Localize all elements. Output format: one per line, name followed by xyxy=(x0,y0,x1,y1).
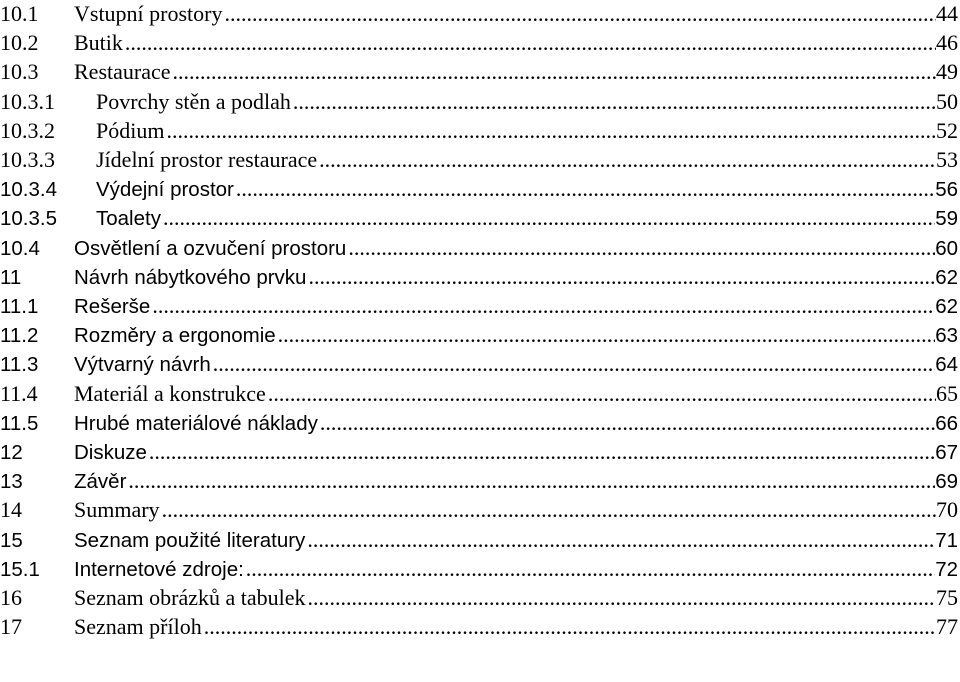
dot-leader xyxy=(161,203,935,232)
toc-entry-page-number: 62 xyxy=(935,295,958,318)
dot-leader xyxy=(276,320,936,349)
toc-entry[interactable] xyxy=(0,174,960,203)
toc-entry-number: 10.3.5 xyxy=(0,207,57,231)
toc-entry-page-number: 71 xyxy=(935,528,958,552)
toc-entry-page-number: 69 xyxy=(935,470,958,494)
dot-leader xyxy=(306,583,936,612)
dot-leader xyxy=(147,437,935,466)
toc-entry-title: Toalety xyxy=(96,207,161,231)
toc-entry-title: Seznam obrázků a tabulek xyxy=(74,585,306,610)
toc-entry-page-number: 46 xyxy=(936,30,958,56)
toc-entry-number: 11.1 xyxy=(0,295,39,318)
toc-entry-page-number: 60 xyxy=(935,236,958,260)
toc-entry[interactable] xyxy=(0,145,960,174)
toc-entry-title: Summary xyxy=(74,497,160,523)
toc-entry-title: Butik xyxy=(74,30,123,56)
toc-entry-page-number: 52 xyxy=(936,117,958,143)
toc-entry[interactable] xyxy=(0,525,960,554)
dot-leader xyxy=(244,554,935,583)
dot-leader xyxy=(305,525,935,554)
toc-entry[interactable] xyxy=(0,320,960,349)
toc-entry-number: 15.1 xyxy=(0,557,40,581)
toc-entry-number: 12 xyxy=(0,441,23,464)
toc-entry-number: 10.4 xyxy=(0,236,40,260)
dot-leader xyxy=(266,379,936,408)
toc-entry-number: 14 xyxy=(0,497,22,523)
toc-entry-title: Diskuze xyxy=(74,441,147,464)
dot-leader xyxy=(211,349,935,378)
toc-entry[interactable] xyxy=(0,583,960,612)
toc-entry-page-number: 44 xyxy=(936,1,958,26)
toc-entry[interactable] xyxy=(0,87,960,116)
toc-entry-number: 11 xyxy=(0,265,22,289)
toc-entry-title: Rešerše xyxy=(74,295,151,318)
toc-entry-page-number: 65 xyxy=(936,380,958,406)
toc-entry-page-number: 72 xyxy=(935,557,958,581)
toc-entry-number: 10.3.3 xyxy=(0,147,55,172)
dot-leader xyxy=(164,116,936,145)
dot-leader xyxy=(306,262,935,291)
toc-entry[interactable] xyxy=(0,466,960,495)
toc-entry-number: 10.3 xyxy=(0,59,39,85)
toc-entry-page-number: 62 xyxy=(935,265,958,289)
toc-entry-number: 11.3 xyxy=(0,353,39,377)
toc-entry[interactable] xyxy=(0,116,960,145)
toc-entry-title: Povrchy stěn a podlah xyxy=(96,88,291,114)
toc-entry-page-number: 70 xyxy=(936,497,958,523)
toc-entry[interactable] xyxy=(0,28,960,57)
toc-entry[interactable] xyxy=(0,408,960,437)
toc-entry-page-number: 56 xyxy=(935,178,958,202)
toc-entry[interactable] xyxy=(0,437,960,466)
dot-leader xyxy=(234,174,935,203)
toc-entry[interactable] xyxy=(0,262,960,291)
dot-leader xyxy=(223,0,937,28)
toc-entry-number: 15 xyxy=(0,528,23,552)
toc-entry[interactable] xyxy=(0,203,960,232)
toc-entry[interactable] xyxy=(0,291,960,320)
toc-entry[interactable] xyxy=(0,0,960,28)
toc-entry-number: 13 xyxy=(0,470,23,494)
toc-entry-title: Vstupní prostory xyxy=(74,1,223,26)
toc-entry[interactable] xyxy=(0,554,960,583)
toc-entry[interactable] xyxy=(0,233,960,262)
toc-entry-title: Výdejní prostor xyxy=(96,178,234,202)
dot-leader xyxy=(123,28,936,57)
toc-entry-title: Osvětlení a ozvučení prostoru xyxy=(74,236,347,260)
toc-entry-title: Restaurace xyxy=(74,59,171,85)
dot-leader xyxy=(317,145,936,174)
toc-entry-number: 10.2 xyxy=(0,30,39,56)
dot-leader xyxy=(150,291,935,320)
toc-entry[interactable] xyxy=(0,379,960,408)
dot-leader xyxy=(126,466,935,495)
toc-entry-number: 11.2 xyxy=(0,324,39,348)
toc-entry[interactable] xyxy=(0,612,960,641)
dot-leader xyxy=(346,233,935,262)
toc-entry-page-number: 66 xyxy=(935,411,958,435)
toc-entry-page-number: 59 xyxy=(935,207,958,231)
dot-leader xyxy=(171,57,937,86)
toc-entry-page-number: 75 xyxy=(936,585,958,610)
toc-entry-title: Návrh nábytkového prvku xyxy=(74,265,307,289)
toc-entry-title: Jídelní prostor restaurace xyxy=(96,147,318,172)
toc-entry-title: Seznam příloh xyxy=(74,614,202,640)
dot-leader xyxy=(291,87,936,116)
toc-entry-number: 11.4 xyxy=(0,380,38,406)
dot-leader xyxy=(160,495,936,524)
toc-entry-page-number: 50 xyxy=(936,88,958,114)
toc-entry-page-number: 53 xyxy=(936,147,958,172)
toc-entry-page-number: 67 xyxy=(935,441,958,464)
toc-entry-number: 16 xyxy=(0,585,22,610)
toc-entry-title: Rozměry a ergonomie xyxy=(74,324,276,348)
toc-entry-number: 10.3.1 xyxy=(0,88,55,114)
toc-entry-title: Pódium xyxy=(96,117,165,143)
toc-entry-title: Seznam použité literatury xyxy=(74,528,306,552)
toc-entry-title: Výtvarný návrh xyxy=(74,353,211,377)
toc-entry-title: Internetové zdroje: xyxy=(74,557,244,581)
toc-entry-page-number: 49 xyxy=(936,59,958,85)
toc-entry-title: Materiál a konstrukce xyxy=(74,380,266,406)
toc-entry[interactable] xyxy=(0,57,960,86)
toc-entry-number: 10.1 xyxy=(0,1,39,26)
toc-entry-number: 17 xyxy=(0,614,22,640)
toc-entry-number: 10.3.2 xyxy=(0,117,55,143)
toc-entry-page-number: 77 xyxy=(936,614,958,640)
toc-entry-page-number: 63 xyxy=(935,324,958,348)
toc-entry-title: Závěr xyxy=(74,470,127,494)
toc-entry[interactable] xyxy=(0,349,960,378)
toc-entry[interactable] xyxy=(0,495,960,524)
toc-entry-title: Hrubé materiálové náklady xyxy=(74,411,318,435)
toc-entry-page-number: 64 xyxy=(935,353,958,377)
toc-entry-number: 10.3.4 xyxy=(0,178,57,202)
dot-leader xyxy=(202,612,936,641)
toc-entry-number: 11.5 xyxy=(0,411,39,435)
dot-leader xyxy=(318,408,935,437)
